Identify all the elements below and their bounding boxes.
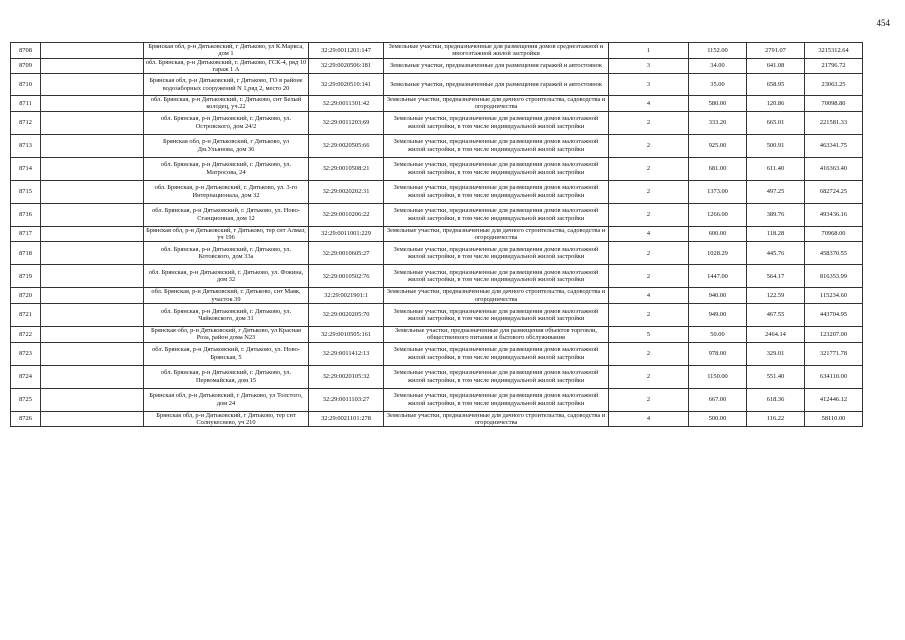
- address-cell: обл. Брянская, р-н Дятьковский, г. Дятьково, ГСК-4, ряд 10 гараж 1 А: [144, 58, 309, 74]
- table-row: [11, 43, 863, 59]
- cadastral-number-cell: 32:29:0020105:32: [309, 365, 384, 388]
- area-cell: 1150.00: [689, 365, 747, 388]
- specific-value-cell: 116.22: [747, 411, 805, 427]
- cadastral-value-cell: 634110.00: [805, 365, 863, 388]
- cadastral-value-cell: 58110.00: [805, 411, 863, 427]
- cadastral-number-cell: 32:29:0010505:161: [309, 326, 384, 342]
- group-cell: 2: [609, 180, 689, 203]
- blank-cell: [41, 134, 144, 157]
- blank-cell: [41, 43, 144, 59]
- cadastral-value-cell: 321771.78: [805, 342, 863, 365]
- row-number-cell: 8711: [11, 96, 41, 112]
- cadastral-value-cell: 463341.75: [805, 134, 863, 157]
- group-cell: 2: [609, 365, 689, 388]
- cadastral-number-cell: 32:29:0020505:66: [309, 134, 384, 157]
- table-body: [11, 43, 863, 427]
- address-cell: Брянская обл, р-н Дятьковский, г Дятьково, ул Толстого, дом 24: [144, 388, 309, 411]
- table-row: [11, 180, 863, 203]
- specific-value-cell: 618.36: [747, 388, 805, 411]
- specific-value-cell: 445.76: [747, 242, 805, 265]
- area-cell: 925.00: [689, 134, 747, 157]
- specific-value-cell: 497.25: [747, 180, 805, 203]
- group-cell: 4: [609, 288, 689, 304]
- specific-value-cell: 641.08: [747, 58, 805, 74]
- row-number-cell: 8713: [11, 134, 41, 157]
- table-row: [11, 303, 863, 326]
- blank-cell: [41, 303, 144, 326]
- row-number-cell: 8726: [11, 411, 41, 427]
- land-use-cell: Земельные участки, предназначенные для размещения домов среднеэтажной и многоэтажной жилой застройки: [384, 43, 609, 59]
- blank-cell: [41, 58, 144, 74]
- table-row: [11, 111, 863, 134]
- blank-cell: [41, 180, 144, 203]
- address-cell: обл. Брянская, р-н Дятьковский, г. Дятьково, ул. 3-го Интернационала, дом 32: [144, 180, 309, 203]
- address-cell: Брянская обл, р-н Дятьковский, г Дятьково, ГО в районе водозаборных сооружений N 1,ряд 2, место 20: [144, 74, 309, 96]
- table-row: [11, 265, 863, 288]
- land-use-cell: Земельные участки, предназначенные для размещения домов малоэтажной жилой застройки, в том числе индивидуальной жилой застройки: [384, 388, 609, 411]
- cadastral-number-cell: 32:29:0010502:76: [309, 265, 384, 288]
- row-number-cell: 8725: [11, 388, 41, 411]
- cadastral-number-cell: 32:29:0011001:229: [309, 226, 384, 242]
- area-cell: 35.00: [689, 74, 747, 96]
- address-cell: обл. Брянская, р-н Дятьковский, г. Дятьково, снт Белый колодец, уч.22: [144, 96, 309, 112]
- address-cell: Брянская обл, р-н Дятьковский, г Дятьково, ул К.Маркса, дом 1: [144, 43, 309, 59]
- cadastral-number-cell: 32:29:0021901:1: [309, 288, 384, 304]
- land-use-cell: Земельные участки, предназначенные для размещения домов малоэтажной жилой застройки, в том числе индивидуальной жилой застройки: [384, 365, 609, 388]
- cadastral-value-cell: 493436.16: [805, 203, 863, 226]
- blank-cell: [41, 111, 144, 134]
- cadastral-number-cell: 32:29:0010206:22: [309, 203, 384, 226]
- land-use-cell: Земельные участки, предназначенные для дачного строительства, садоводства и огородничества: [384, 96, 609, 112]
- group-cell: 1: [609, 43, 689, 59]
- row-number-cell: 8715: [11, 180, 41, 203]
- land-use-cell: Земельные участки, предназначенные для размещения объектов торговли, общественного питания и бытового обслуживания: [384, 326, 609, 342]
- specific-value-cell: 2464.14: [747, 326, 805, 342]
- land-use-cell: Земельные участки, предназначенные для размещения гаражей и автостоянок: [384, 74, 609, 96]
- group-cell: 2: [609, 342, 689, 365]
- blank-cell: [41, 265, 144, 288]
- specific-value-cell: 118.28: [747, 226, 805, 242]
- cadastral-value-cell: 412446.12: [805, 388, 863, 411]
- page-number: 454: [876, 18, 890, 28]
- blank-cell: [41, 365, 144, 388]
- address-cell: Брянская обл, р-н Дятьковский, г Дятьково, тер снт Алмаз, уч 196: [144, 226, 309, 242]
- group-cell: 4: [609, 226, 689, 242]
- row-number-cell: 8719: [11, 265, 41, 288]
- specific-value-cell: 564.17: [747, 265, 805, 288]
- area-cell: 1447.00: [689, 265, 747, 288]
- area-cell: 1028.29: [689, 242, 747, 265]
- cadastral-value-cell: 70098.80: [805, 96, 863, 112]
- land-use-cell: Земельные участки, предназначенные для размещения домов малоэтажной жилой застройки, в том числе индивидуальной жилой застройки: [384, 303, 609, 326]
- table-row: [11, 242, 863, 265]
- area-cell: 600.00: [689, 226, 747, 242]
- blank-cell: [41, 96, 144, 112]
- row-number-cell: 8720: [11, 288, 41, 304]
- specific-value-cell: 329.01: [747, 342, 805, 365]
- specific-value-cell: 500.91: [747, 134, 805, 157]
- table-row: [11, 58, 863, 74]
- cadastral-value-cell: 70968.00: [805, 226, 863, 242]
- group-cell: 2: [609, 134, 689, 157]
- land-use-cell: Земельные участки, предназначенные для размещения домов малоэтажной жилой застройки, в том числе индивидуальной жилой застройки: [384, 242, 609, 265]
- table-row: [11, 288, 863, 304]
- area-cell: 681.00: [689, 157, 747, 180]
- group-cell: 2: [609, 265, 689, 288]
- blank-cell: [41, 388, 144, 411]
- blank-cell: [41, 74, 144, 96]
- area-cell: 1152.00: [689, 43, 747, 59]
- address-cell: обл. Брянская, р-н Дятьковский, г. Дятьково, ул. Фокина, дом 32: [144, 265, 309, 288]
- cadastral-number-cell: 32:29:0010605:27: [309, 242, 384, 265]
- address-cell: обл. Брянская, р-н Дятьковский, г. Дятьково, ул. Первомайская, дом 15: [144, 365, 309, 388]
- row-number-cell: 8723: [11, 342, 41, 365]
- table-row: [11, 342, 863, 365]
- specific-value-cell: 467.55: [747, 303, 805, 326]
- blank-cell: [41, 411, 144, 427]
- address-cell: обл. Брянская, р-н Дятьковский, г. Дятьково, снт Маяк, участок 39: [144, 288, 309, 304]
- cadastral-value-cell: 682724.25: [805, 180, 863, 203]
- blank-cell: [41, 342, 144, 365]
- blank-cell: [41, 288, 144, 304]
- cadastral-value-cell: 416363.40: [805, 157, 863, 180]
- address-cell: Брянская обл, р-н Дятьковский, г Дятьково, ул Красная Роза, район дома N23: [144, 326, 309, 342]
- cadastral-value-table: [10, 42, 863, 427]
- area-cell: 940.00: [689, 288, 747, 304]
- address-cell: обл. Брянская, р-н Дятьковский, г. Дятьково, ул. Ново-Брянская, 5: [144, 342, 309, 365]
- table-row: [11, 134, 863, 157]
- row-number-cell: 8709: [11, 58, 41, 74]
- cadastral-number-cell: 32:29:0011203:69: [309, 111, 384, 134]
- specific-value-cell: 611.40: [747, 157, 805, 180]
- row-number-cell: 8710: [11, 74, 41, 96]
- cadastral-value-cell: 221581.33: [805, 111, 863, 134]
- blank-cell: [41, 242, 144, 265]
- group-cell: 2: [609, 203, 689, 226]
- address-cell: обл. Брянская, р-н Дятьковский, г. Дятьково, ул. Чайковского, дом 31: [144, 303, 309, 326]
- area-cell: 580.00: [689, 96, 747, 112]
- row-number-cell: 8708: [11, 43, 41, 59]
- row-number-cell: 8714: [11, 157, 41, 180]
- table-row: [11, 388, 863, 411]
- cadastral-number-cell: 32:29:0021101:278: [309, 411, 384, 427]
- land-use-cell: Земельные участки, предназначенные для дачного строительства, садоводства и огородничества: [384, 411, 609, 427]
- group-cell: 4: [609, 96, 689, 112]
- cadastral-value-cell: 123207.00: [805, 326, 863, 342]
- area-cell: 667.00: [689, 388, 747, 411]
- land-use-cell: Земельные участки, предназначенные для размещения домов малоэтажной жилой застройки, в том числе индивидуальной жилой застройки: [384, 265, 609, 288]
- group-cell: 3: [609, 74, 689, 96]
- specific-value-cell: 389.76: [747, 203, 805, 226]
- land-use-cell: Земельные участки, предназначенные для дачного строительства, садоводства и огородничества: [384, 288, 609, 304]
- cadastral-number-cell: 32:29:0020510:141: [309, 74, 384, 96]
- area-cell: 978.00: [689, 342, 747, 365]
- blank-cell: [41, 226, 144, 242]
- area-cell: 1373.00: [689, 180, 747, 203]
- area-cell: 500.00: [689, 411, 747, 427]
- table-row: [11, 326, 863, 342]
- row-number-cell: 8717: [11, 226, 41, 242]
- specific-value-cell: 658.95: [747, 74, 805, 96]
- table-row: [11, 411, 863, 427]
- address-cell: обл. Брянская, р-н Дятьковский, г. Дятьково, ул. Матросова, 24: [144, 157, 309, 180]
- blank-cell: [41, 326, 144, 342]
- cadastral-number-cell: 32:29:0011103:27: [309, 388, 384, 411]
- row-number-cell: 8724: [11, 365, 41, 388]
- area-cell: 1266.00: [689, 203, 747, 226]
- row-number-cell: 8712: [11, 111, 41, 134]
- cadastral-value-cell: 458370.55: [805, 242, 863, 265]
- cadastral-value-cell: 443704.95: [805, 303, 863, 326]
- specific-value-cell: 551.40: [747, 365, 805, 388]
- specific-value-cell: 122.59: [747, 288, 805, 304]
- land-use-cell: Земельные участки, предназначенные для размещения гаражей и автостоянок: [384, 58, 609, 74]
- land-use-cell: Земельные участки, предназначенные для размещения домов малоэтажной жилой застройки, в том числе индивидуальной жилой застройки: [384, 157, 609, 180]
- cadastral-value-cell: 3215312.64: [805, 43, 863, 59]
- address-cell: обл. Брянская, р-н Дятьковский, г. Дятьково, ул. Котовского, дом 33а: [144, 242, 309, 265]
- group-cell: 2: [609, 242, 689, 265]
- table-row: [11, 74, 863, 96]
- cadastral-number-cell: 32:29:0011412:13: [309, 342, 384, 365]
- specific-value-cell: 120.86: [747, 96, 805, 112]
- cadastral-number-cell: 32:29:0011301:42: [309, 96, 384, 112]
- cadastral-value-cell: 21796.72: [805, 58, 863, 74]
- cadastral-value-cell: 23063.25: [805, 74, 863, 96]
- group-cell: 2: [609, 303, 689, 326]
- area-cell: 34.00: [689, 58, 747, 74]
- land-use-cell: Земельные участки, предназначенные для размещения домов малоэтажной жилой застройки, в том числе индивидуальной жилой застройки: [384, 203, 609, 226]
- cadastral-number-cell: 32:29:0011201:147: [309, 43, 384, 59]
- cadastral-number-cell: 32:29:0020205:70: [309, 303, 384, 326]
- row-number-cell: 8721: [11, 303, 41, 326]
- address-cell: Брянская обл, р-н Дятьковский, г Дятьково, тер снт Солнукеснево, уч 210: [144, 411, 309, 427]
- cadastral-value-cell: 816353.99: [805, 265, 863, 288]
- table-row: [11, 365, 863, 388]
- land-use-cell: Земельные участки, предназначенные для дачного строительства, садоводства и огородничества: [384, 226, 609, 242]
- group-cell: 2: [609, 111, 689, 134]
- cadastral-value-cell: 115234.60: [805, 288, 863, 304]
- area-cell: 50.00: [689, 326, 747, 342]
- table-row: [11, 157, 863, 180]
- group-cell: 3: [609, 58, 689, 74]
- area-cell: 333.20: [689, 111, 747, 134]
- table-row: [11, 226, 863, 242]
- group-cell: 4: [609, 411, 689, 427]
- address-cell: Брянская обл, р-н Дятьковский, г Дятьково, ул Дм.Ульянова, дом 36: [144, 134, 309, 157]
- blank-cell: [41, 203, 144, 226]
- land-use-cell: Земельные участки, предназначенные для размещения домов малоэтажной жилой застройки, в том числе индивидуальной жилой застройки: [384, 180, 609, 203]
- specific-value-cell: 2791.07: [747, 43, 805, 59]
- group-cell: 5: [609, 326, 689, 342]
- row-number-cell: 8716: [11, 203, 41, 226]
- row-number-cell: 8722: [11, 326, 41, 342]
- row-number-cell: 8718: [11, 242, 41, 265]
- land-use-cell: Земельные участки, предназначенные для размещения домов малоэтажной жилой застройки, в том числе индивидуальной жилой застройки: [384, 342, 609, 365]
- cadastral-number-cell: 32:29:0020506:181: [309, 58, 384, 74]
- area-cell: 949.00: [689, 303, 747, 326]
- table-row: [11, 203, 863, 226]
- address-cell: обл. Брянская, р-н Дятьковский, г. Дятьково, ул. Ново-Станционная, дом 12: [144, 203, 309, 226]
- cadastral-number-cell: 32:29:0010508:21: [309, 157, 384, 180]
- land-use-cell: Земельные участки, предназначенные для размещения домов малоэтажной жилой застройки, в том числе индивидуальной жилой застройки: [384, 111, 609, 134]
- cadastral-number-cell: 32:29:0020202:31: [309, 180, 384, 203]
- specific-value-cell: 665.01: [747, 111, 805, 134]
- group-cell: 2: [609, 388, 689, 411]
- group-cell: 2: [609, 157, 689, 180]
- blank-cell: [41, 157, 144, 180]
- table-row: [11, 96, 863, 112]
- land-use-cell: Земельные участки, предназначенные для размещения домов малоэтажной жилой застройки, в том числе индивидуальной жилой застройки: [384, 134, 609, 157]
- address-cell: обл. Брянская, р-н Дятьковский, г. Дятьково, ул. Островского, дом 24/2: [144, 111, 309, 134]
